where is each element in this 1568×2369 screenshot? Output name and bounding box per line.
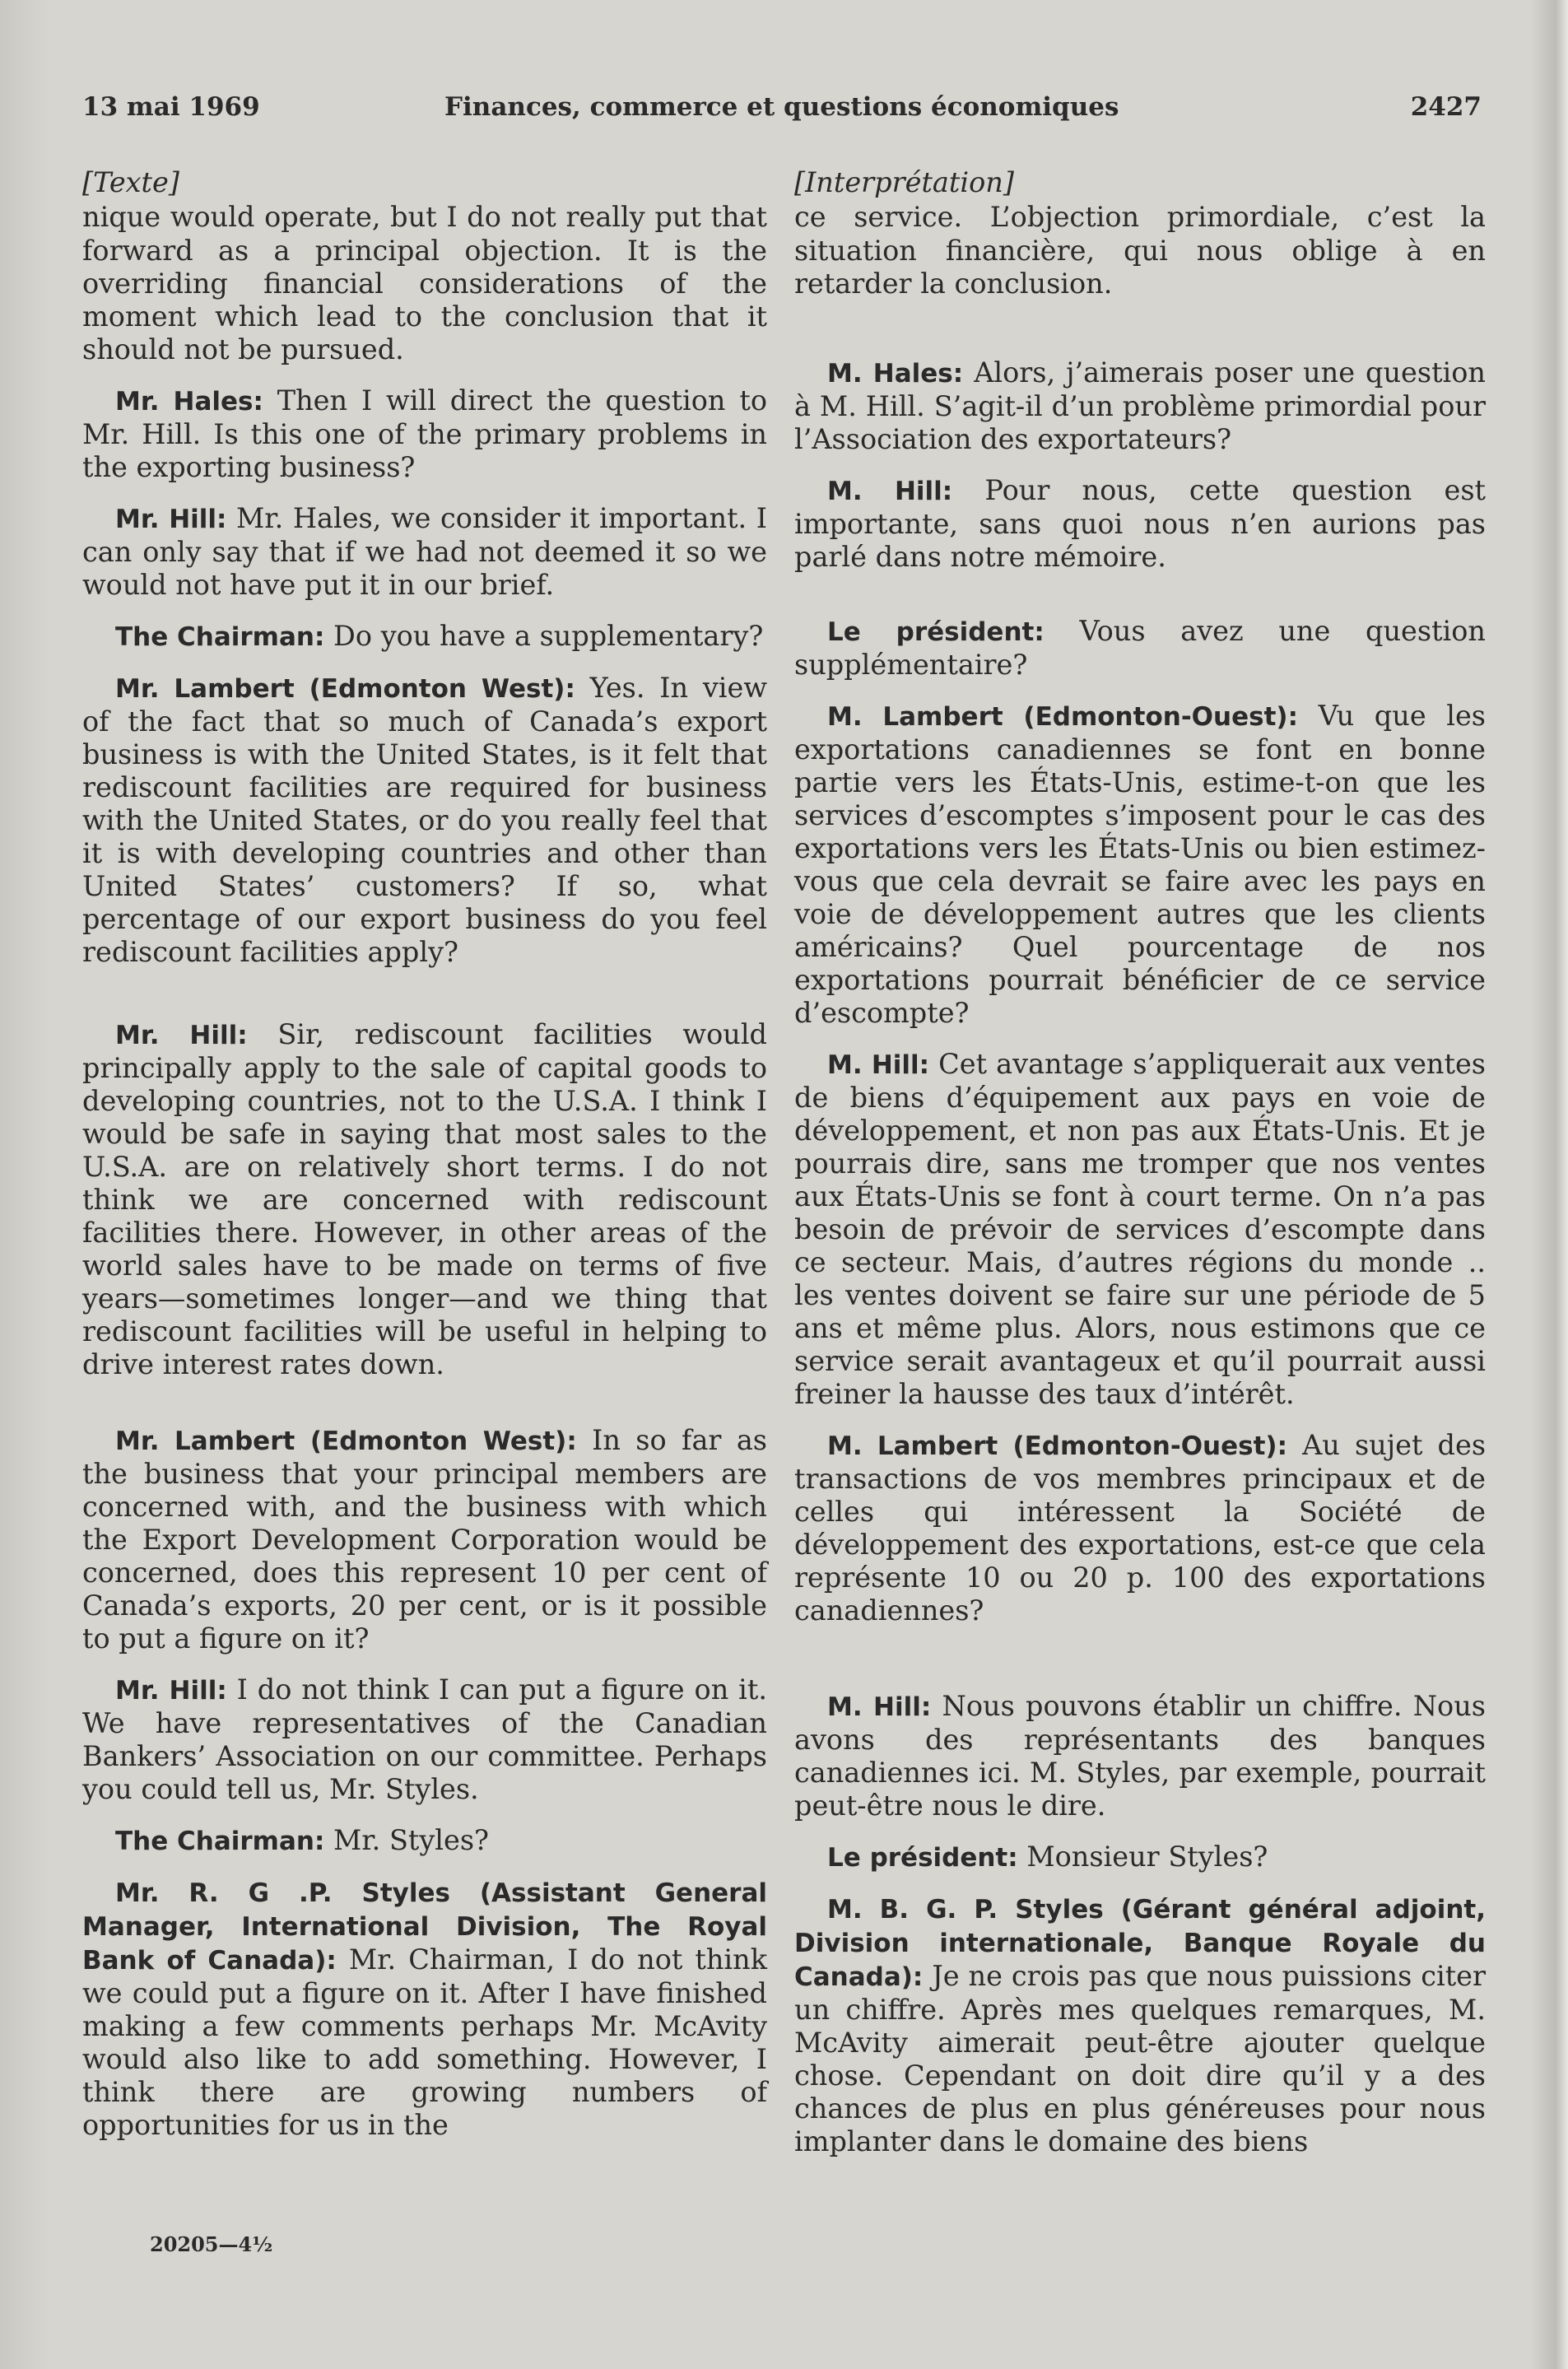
speaker-name: Mr. Hales: bbox=[115, 387, 263, 417]
speech-text: Nous pouvons établir un chiffre. Nous avons des représentants des banques canadiennes ici. M. Styles, par exemple, pourrait peut-être nous le dire. bbox=[794, 1690, 1486, 1822]
speaker-name: Le président: bbox=[827, 617, 1045, 647]
english-paragraph bbox=[82, 384, 767, 484]
speech-text: In so far as the business that your principal members are concerned with, and the business with which the Export Development Corporation would be concerned, does this represent 10 per cent of Canada’s exports, 20 per cent, or is it possible to put a figure on it? bbox=[82, 1424, 767, 1655]
english-paragraph bbox=[82, 620, 767, 654]
speech-text: Sir, rediscount facilities would principally apply to the sale of capital goods to developing countries, not to the U.S.A. I think I would be safe in saying that most sales to the U.S.A. are on relatively short terms. I do not think we are concerned with rediscount facilities there. However, in other areas of the world sales have to be made on terms of five years—sometimes longer—and we thing that rediscount facilities will be useful in helping to drive interest rates down. bbox=[82, 1018, 768, 1380]
speech-text: Au sujet des transactions de vos membres principaux et de celles qui intéressent la Société de développement des exportations, est-ce que cela représente 10 ou 20 p. 100 des exportations canadiennes? bbox=[794, 1429, 1487, 1627]
footer-code: 20205—4½ bbox=[150, 2232, 273, 2256]
speaker-name: M. Hill: bbox=[827, 477, 953, 506]
speaker-name: M. B. G. P. Styles (Gérant général adjoint, Division internationale, Banque Royale du Canada): bbox=[794, 1895, 1486, 1992]
speaker-name: The Chairman: bbox=[115, 1827, 325, 1856]
speech-text: Then I will direct the question to Mr. Hill. Is this one of the primary problems in the exporting business? bbox=[82, 384, 767, 483]
speech-text: Yes. In view of the fact that so much of Canada’s export business is with the United States, is it felt that rediscount facilities are required for business with the United States, or do you really feel that it is with developing countries and other than United States’ customers? If so, what percentage of our export business do you feel rediscount facilities apply? bbox=[82, 672, 767, 968]
english-paragraph bbox=[82, 201, 767, 366]
french-language-label: [Interprétation] bbox=[794, 166, 1014, 198]
french-paragraph bbox=[794, 474, 1486, 574]
speaker-name: M. Hill: bbox=[827, 1692, 932, 1722]
french-column bbox=[794, 166, 1486, 2158]
header-date: 13 mai 1969 bbox=[82, 92, 260, 122]
english-paragraph bbox=[82, 1824, 767, 1858]
french-paragraph bbox=[794, 1892, 1486, 2158]
header-page-number: 2427 bbox=[1410, 92, 1482, 122]
speaker-name: Mr. Lambert (Edmonton West): bbox=[115, 1427, 577, 1456]
speech-text: ce service. L’objection primordiale, c’est la situation financière, qui nous oblige à en retarder la conclusion. bbox=[794, 201, 1486, 300]
french-paragraph bbox=[794, 700, 1486, 1030]
speech-text: Alors, j’aimerais poser une question à M. Hill. S’agit-il d’un problème primordial pour l’Association des exportateurs? bbox=[794, 356, 1486, 455]
speaker-name: Mr. R. G .P. Styles (Assistant General Manager, International Division, The Royal Bank of Canada): bbox=[82, 1878, 767, 1976]
speaker-name: Mr. Hill: bbox=[115, 505, 227, 534]
english-column bbox=[82, 166, 767, 2142]
speaker-name: Le président: bbox=[827, 1843, 1018, 1873]
english-language-label: [Texte] bbox=[82, 166, 179, 198]
french-paragraph bbox=[794, 615, 1486, 682]
speech-text: Vous avez une question supplémentaire? bbox=[794, 615, 1486, 681]
speech-text: Pour nous, cette question est importante, sans quoi nous n’en aurions pas parlé dans notre mémoire. bbox=[794, 474, 1487, 573]
speech-text: Mr. Hales, we consider it important. I can only say that if we had not deemed it so we would not have put it in our brief. bbox=[82, 502, 767, 601]
speech-text: Cet avantage s’appliquerait aux ventes de biens d’équipement aux pays en voie de développement, et non pas aux États-Unis. Et je pourrais dire, sans me tromper que nos ventes aux États-Unis se font à court terme. On n’a pas besoin de prévoir de services d’escompte dans ce secteur. Mais, d’autres régions du monde .. les ventes doivent se faire sur une période de 5 ans et même plus. Alors, nous estimons que ce service serait avantageux et qu’il pourrait aussi freiner la hausse des taux d’intérêt. bbox=[794, 1048, 1486, 1410]
french-paragraph bbox=[794, 1048, 1486, 1411]
english-paragraph bbox=[82, 672, 767, 969]
speaker-name: Mr. Hill: bbox=[115, 1676, 227, 1706]
speech-text: Vu que les exportations canadiennes se font en bonne partie vers les États-Unis, estime-t-on que les services d’escomptes s’imposent pour le cas des exportations vers les États-Unis ou bien estimez-vous que cela devrait se faire avec les pays en voie de développement autres que les clients américains? Quel pourcentage de nos exportations pourrait bénéficier de ce service d’escompte? bbox=[794, 700, 1486, 1029]
speaker-name: Mr. Hill: bbox=[115, 1021, 248, 1050]
french-paragraph bbox=[794, 1429, 1486, 1627]
speaker-name: M. Hales: bbox=[827, 359, 964, 389]
english-paragraph bbox=[82, 1876, 767, 2142]
header-title: Finances, commerce et questions économiques bbox=[444, 92, 1119, 122]
speaker-name: M. Hill: bbox=[827, 1050, 930, 1080]
speaker-name: M. Lambert (Edmonton-Ouest): bbox=[827, 702, 1298, 732]
french-paragraph bbox=[794, 356, 1486, 456]
speech-text: I do not think I can put a figure on it. We have representatives of the Canadian Bankers’ Association on our committee. Perhaps you could tell us, Mr. Styles. bbox=[82, 1673, 767, 1805]
french-paragraph bbox=[794, 201, 1486, 300]
english-paragraph bbox=[82, 1018, 767, 1381]
speaker-name: Mr. Lambert (Edmonton West): bbox=[115, 674, 575, 704]
french-paragraph bbox=[794, 1841, 1486, 1874]
english-paragraph bbox=[82, 502, 767, 602]
speech-text: Do you have a supplementary? bbox=[333, 620, 764, 652]
speaker-name: M. Lambert (Edmonton-Ouest): bbox=[827, 1431, 1287, 1461]
speech-text: Mr. Styles? bbox=[333, 1824, 489, 1856]
french-paragraph bbox=[794, 1690, 1486, 1822]
speech-text: Mr. Chairman, I do not think we could put a figure on it. After I have finished making a few comments perhaps Mr. McAvity would also like to add something. However, I think there are growing numbers of opportunities for us in the bbox=[82, 1943, 768, 2141]
speaker-name: The Chairman: bbox=[115, 622, 325, 652]
english-paragraph bbox=[82, 1673, 767, 1806]
speech-text: nique would operate, but I do not really put that forward as a principal objection. It is the overriding financial considerations of the moment which lead to the conclusion that it should not be pursued. bbox=[82, 201, 767, 365]
english-paragraph bbox=[82, 1424, 767, 1655]
speech-text: Je ne crois pas que nous puissions citer un chiffre. Après mes quelques remarques, M. McAvity aimerait peut-être ajouter quelque chose. Cependant on doit dire qu’il y a des chances de plus en plus généreuses pour nous implanter dans le domaine des biens bbox=[794, 1960, 1487, 2157]
page-header bbox=[82, 92, 1482, 133]
speech-text: Monsieur Styles? bbox=[1026, 1841, 1268, 1873]
